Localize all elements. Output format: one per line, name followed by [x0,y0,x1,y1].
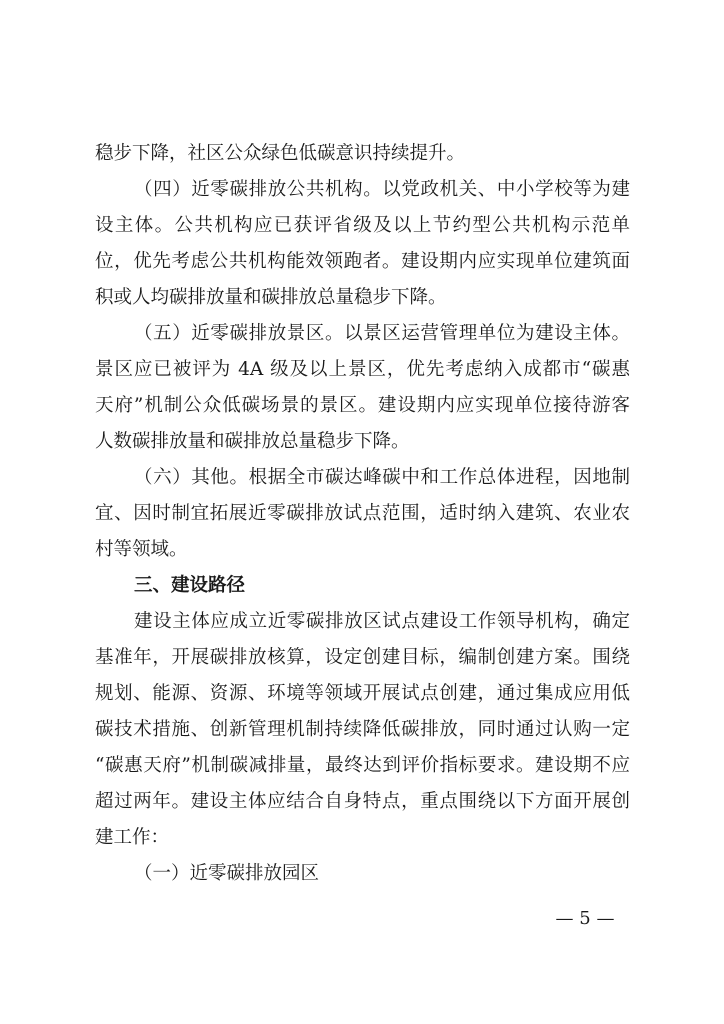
paragraph-line: 人数碳排放量和碳排放总量稳步下降。 [95,431,410,452]
paragraph-line: 稳步下降，社区公众绿色低碳意识持续提升。 [95,143,466,164]
paragraph-line: 积或人均碳排放量和碳排放总量稳步下降。 [95,287,447,308]
paragraph-line: 设主体。公共机构应已获评省级及以上节约型公共机构示范单 [95,215,630,236]
section-heading-line: （四）近零碳排放公共机构。以党政机关、中小学校等为建 [134,179,630,200]
paragraph-line: 宜、因时制宜拓展近零碳排放试点范围，适时纳入建筑、农业农 [95,503,630,524]
page-number: — 5 — [555,908,615,929]
paragraph-line: 村等领域。 [95,539,188,560]
paragraph-line: 天府”机制公众低碳场景的景区。建设期内应实现单位接待游客 [95,395,630,416]
paragraph-line: 规划、能源、资源、环境等领域开展试点创建，通过集成应用低 [95,683,630,704]
paragraph-line: 位，优先考虑公共机构能效领跑者。建设期内应实现单位建筑面 [95,251,630,272]
paragraph-line: 超过两年。建设主体应结合自身特点，重点围绕以下方面开展创 [95,791,630,812]
section-heading-line: （五）近零碳排放景区。以景区运营管理单位为建设主体。 [134,323,630,344]
paragraph-line: 基准年，开展碳排放核算，设定创建目标，编制创建方案。围绕 [95,647,630,668]
paragraph-line: 碳技术措施、创新管理机制持续降低碳排放，同时通过认购一定 [95,719,630,740]
paragraph-line: 建工作： [95,827,170,848]
paragraph-line: “碳惠天府”机制碳减排量，最终达到评价指标要求。建设期不应 [95,755,630,776]
paragraph-line: 景区应已被评为 4A 级及以上景区，优先考虑纳入成都市“碳惠 [95,359,630,380]
chapter-heading: 三、建设路径 [134,575,246,596]
subsection-heading: （一）近零碳排放园区 [134,863,320,884]
section-heading-line: （六）其他。根据全市碳达峰碳中和工作总体进程，因地制 [134,467,630,488]
paragraph-line: 建设主体应成立近零碳排放区试点建设工作领导机构，确定 [134,611,630,632]
